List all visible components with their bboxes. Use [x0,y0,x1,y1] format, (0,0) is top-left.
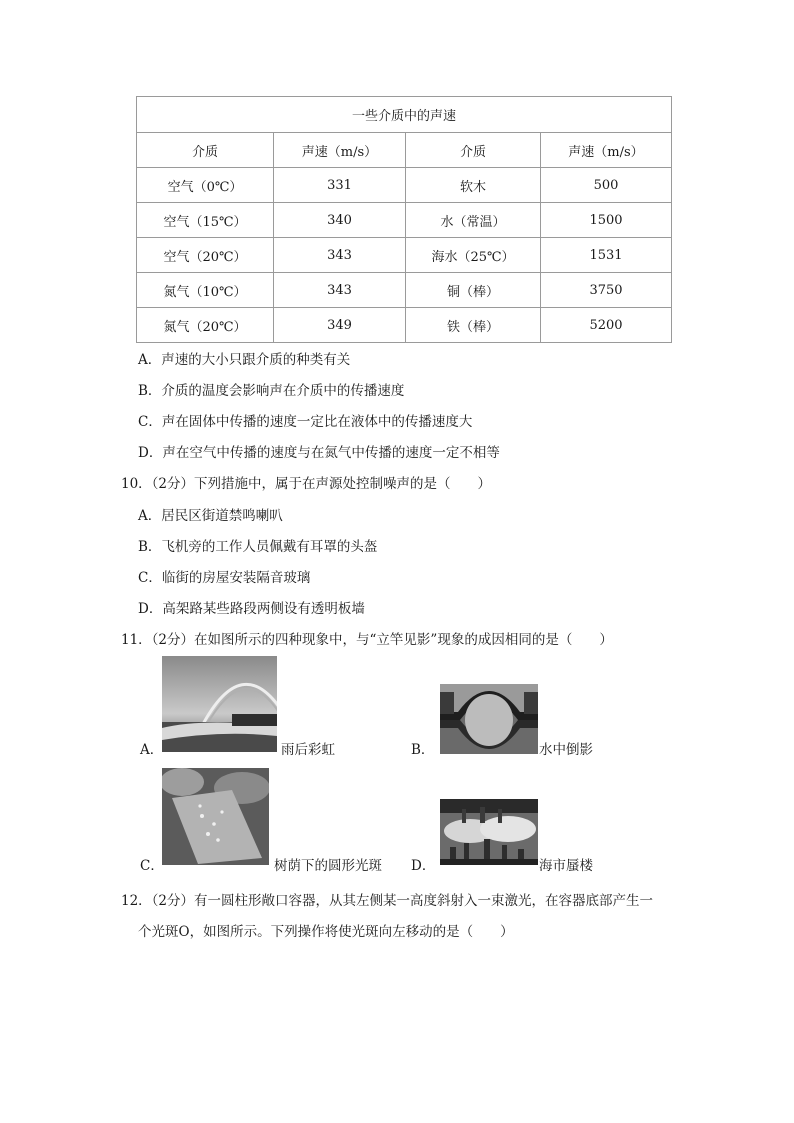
q10-option-d: D．高架路某些路段两侧设有透明板墙 [138,601,365,617]
table-row [137,203,672,238]
tree-shade-light-spots-photo [162,768,269,865]
mirage-photo [440,799,538,865]
column-header: 声速（m/s） [541,133,672,168]
q11-option-b-letter: B． [411,742,435,758]
q10-option-b: B．飞机旁的工作人员佩戴有耳罩的头盔 [138,539,378,555]
table-cell: 343 [274,238,406,273]
table-row [137,273,672,308]
table-cell: 340 [274,203,406,238]
q10-stem: 10．（2分）下列措施中，属于在声源处控制噪声的是（ ） [121,476,492,492]
column-header: 介质 [406,133,541,168]
table-cell: 空气（15℃） [137,203,274,238]
sound-speed-table [136,96,672,343]
column-header: 介质 [137,133,274,168]
q10-option-c: C．临街的房屋安装隔音玻璃 [138,570,311,586]
q11-option-d-caption: 海市蜃楼 [539,858,593,874]
table-cell: 500 [541,168,672,203]
q9-option-a: A．声速的大小只跟介质的种类有关 [138,352,351,368]
table-row [137,238,672,273]
q11-option-c-caption: 树荫下的圆形光斑 [274,858,382,874]
table-cell: 331 [274,168,406,203]
table-cell: 水（常温） [406,203,541,238]
table-caption-row [137,97,672,133]
table-cell: 349 [274,308,406,343]
q9-option-d: D．声在空气中传播的速度与在氮气中传播的速度一定不相等 [138,445,500,461]
table-cell: 空气（0℃） [137,168,274,203]
table-cell: 海水（25℃） [406,238,541,273]
table-cell: 软木 [406,168,541,203]
q10-option-a: A．居民区街道禁鸣喇叭 [138,508,283,524]
table-caption: 一些介质中的声速 [137,97,672,133]
table-cell: 铁（棒） [406,308,541,343]
q12-stem-line1: 12．（2分）有一圆柱形敞口容器，从其左侧某一高度斜射入一束激光，在容器底部产生一 [121,893,654,909]
q11-stem: 11．（2分）在如图所示的四种现象中，与“立竿见影”现象的成因相同的是（ ） [121,632,613,648]
table-cell: 1531 [541,238,672,273]
q11-option-d-letter: D． [411,858,436,874]
table-cell: 1500 [541,203,672,238]
table-row [137,308,672,343]
table-cell: 3750 [541,273,672,308]
rainbow-photo [162,656,277,752]
table-cell: 氮气（20℃） [137,308,274,343]
q11-option-b-caption: 水中倒影 [539,742,593,758]
table-cell: 5200 [541,308,672,343]
bridge-reflection-photo [440,684,538,754]
table-cell: 氮气（10℃） [137,273,274,308]
table-cell: 343 [274,273,406,308]
q9-option-c: C．声在固体中传播的速度一定比在液体中的传播速度大 [138,414,473,430]
table-row [137,168,672,203]
table-cell: 空气（20℃） [137,238,274,273]
column-header: 声速（m/s） [274,133,406,168]
table-header-row [137,133,672,168]
q12-stem-line2: 个光斑O，如图所示。下列操作将使光斑向左移动的是（ ） [138,924,514,940]
q11-option-c-letter: C． [140,858,164,874]
q11-option-a-letter: A． [140,742,164,758]
table-cell: 铜（棒） [406,273,541,308]
q11-option-a-caption: 雨后彩虹 [281,742,335,758]
q9-option-b: B．介质的温度会影响声在介质中的传播速度 [138,383,405,399]
